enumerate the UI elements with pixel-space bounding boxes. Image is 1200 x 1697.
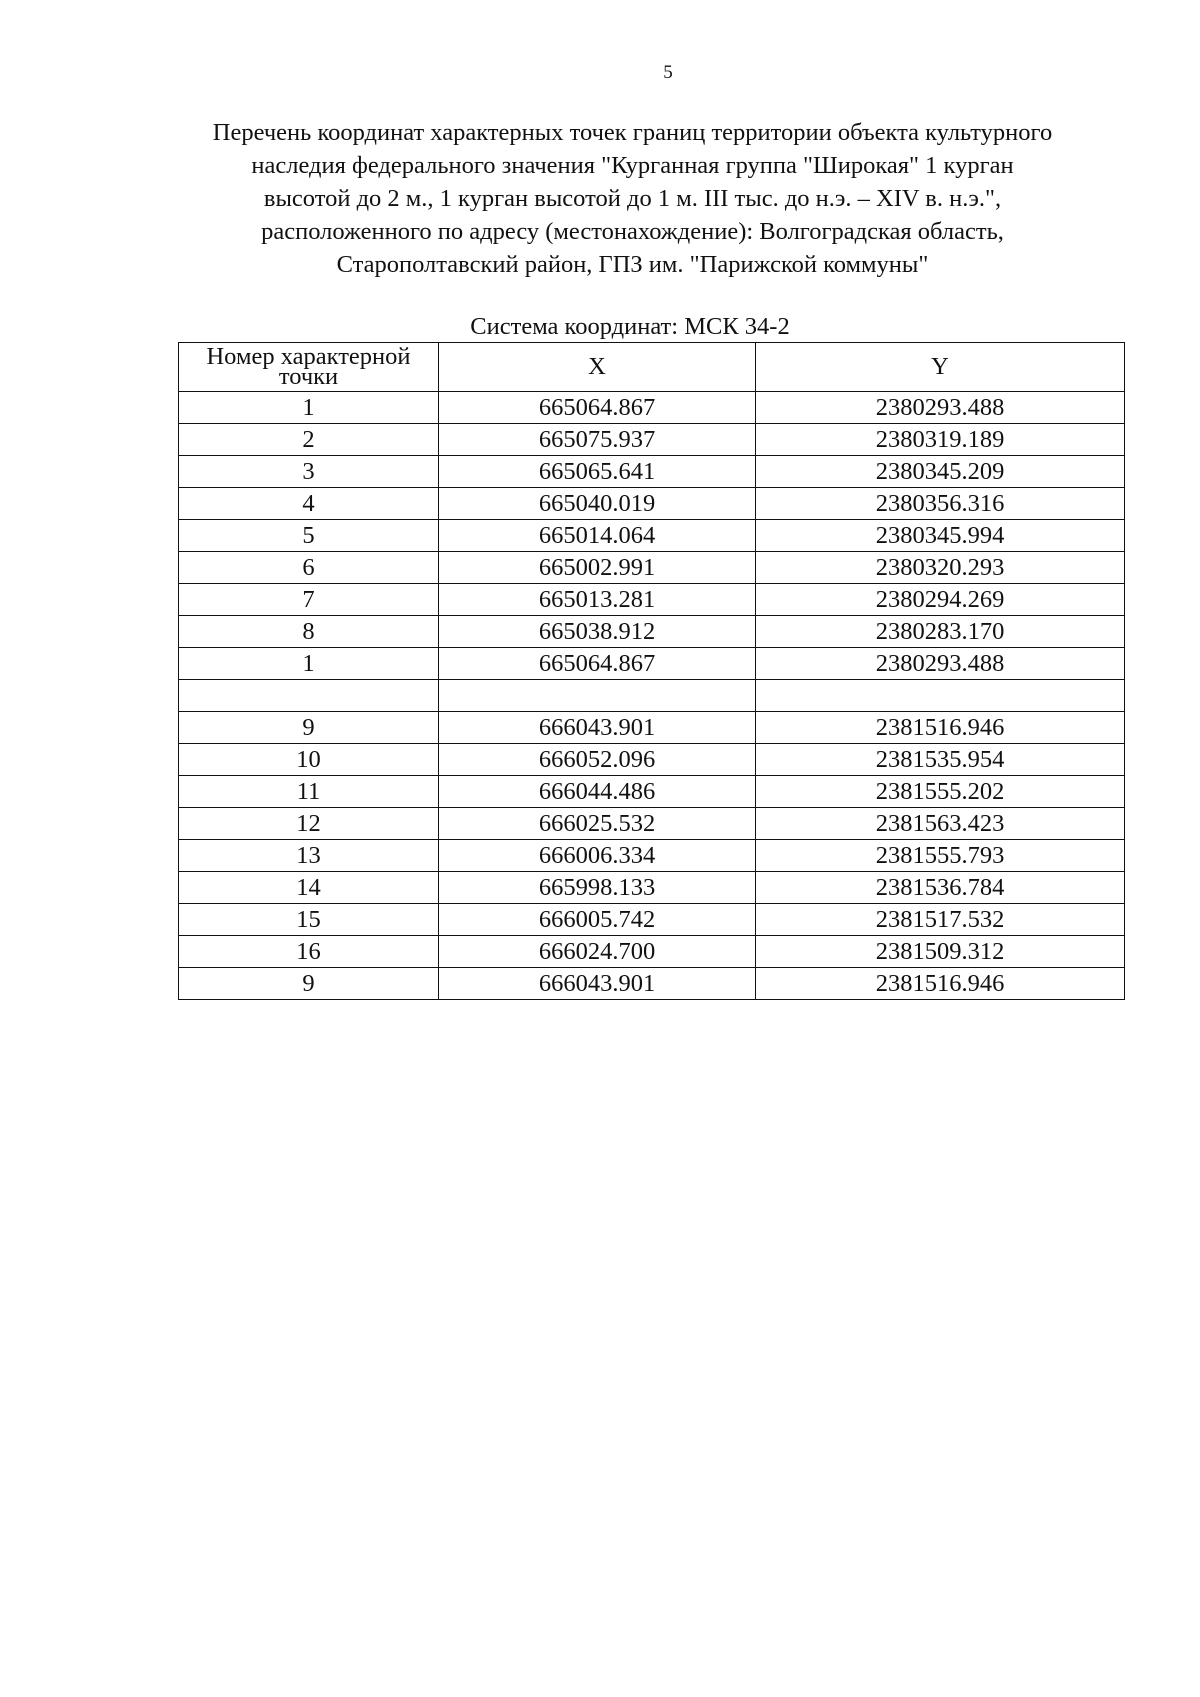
cell-y [756,680,1125,712]
table-row [179,968,1125,1000]
cell-y: 2381516.946 [756,712,1125,744]
header-x: X [439,343,756,392]
title-line: расположенного по адресу (местонахождение): Волгоградская область, [261,218,1004,245]
cell-y: 2380319.189 [756,424,1125,456]
cell-y: 2380294.269 [756,584,1125,616]
table-row [179,872,1125,904]
table-row [179,680,1125,712]
header-y: Y [756,343,1125,392]
cell-x: 665075.937 [439,424,756,456]
cell-y: 2380283.170 [756,616,1125,648]
table-row [179,616,1125,648]
cell-y: 2380345.994 [756,520,1125,552]
cell-y: 2380293.488 [756,648,1125,680]
cell-point-number: 10 [179,744,439,776]
cell-point-number: 9 [179,968,439,1000]
cell-x: 666052.096 [439,744,756,776]
table-row [179,424,1125,456]
table-row [179,776,1125,808]
header-point-number: Номер характерной точки [179,343,439,392]
cell-x: 665038.912 [439,616,756,648]
table-row [179,904,1125,936]
table-row [179,936,1125,968]
cell-x: 665014.064 [439,520,756,552]
cell-point-number [179,680,439,712]
table-row [179,488,1125,520]
table-row [179,520,1125,552]
cell-point-number: 9 [179,712,439,744]
table-row [179,552,1125,584]
cell-x [439,680,756,712]
cell-y: 2381555.793 [756,840,1125,872]
cell-point-number: 7 [179,584,439,616]
cell-point-number: 1 [179,392,439,424]
cell-x: 665998.133 [439,872,756,904]
coordinates-table [178,342,1125,1000]
cell-point-number: 4 [179,488,439,520]
table-row [179,584,1125,616]
table-row [179,744,1125,776]
cell-y: 2381509.312 [756,936,1125,968]
cell-point-number: 11 [179,776,439,808]
table-row [179,392,1125,424]
table-header-row [179,343,1125,392]
cell-x: 665002.991 [439,552,756,584]
table-row [179,648,1125,680]
cell-point-number: 3 [179,456,439,488]
cell-x: 666044.486 [439,776,756,808]
cell-x: 666043.901 [439,712,756,744]
cell-x: 666025.532 [439,808,756,840]
title-line: наследия федерального значения "Курганная группа "Широкая" 1 курган [251,152,1014,179]
cell-x: 665040.019 [439,488,756,520]
coordinate-system-caption: Система координат: МСК 34-2 [470,313,790,340]
cell-y: 2380356.316 [756,488,1125,520]
title-line: Старополтавский район, ГПЗ им. "Парижской коммуны" [336,251,929,278]
cell-point-number: 1 [179,648,439,680]
title-line: высотой до 2 м., 1 курган высотой до 1 м. III тыс. до н.э. – XIV в. н.э.", [263,185,1002,212]
cell-y: 2380345.209 [756,456,1125,488]
table-row [179,712,1125,744]
cell-point-number: 6 [179,552,439,584]
table-row [179,808,1125,840]
cell-point-number: 16 [179,936,439,968]
title-line: Перечень координат характерных точек границ территории объекта культурного [212,119,1053,146]
cell-y: 2381563.423 [756,808,1125,840]
cell-point-number: 5 [179,520,439,552]
cell-y: 2381517.532 [756,904,1125,936]
table-row [179,840,1125,872]
cell-y: 2381555.202 [756,776,1125,808]
cell-point-number: 13 [179,840,439,872]
cell-x: 665065.641 [439,456,756,488]
cell-x: 665064.867 [439,648,756,680]
cell-point-number: 12 [179,808,439,840]
cell-y: 2380293.488 [756,392,1125,424]
page-number: 5 [663,62,673,83]
cell-x: 666005.742 [439,904,756,936]
cell-x: 665013.281 [439,584,756,616]
cell-x: 666006.334 [439,840,756,872]
table-row [179,456,1125,488]
cell-point-number: 14 [179,872,439,904]
cell-point-number: 8 [179,616,439,648]
cell-y: 2381536.784 [756,872,1125,904]
cell-y: 2380320.293 [756,552,1125,584]
cell-point-number: 15 [179,904,439,936]
document-title [170,116,1095,281]
cell-y: 2381535.954 [756,744,1125,776]
cell-x: 666024.700 [439,936,756,968]
cell-point-number: 2 [179,424,439,456]
cell-y: 2381516.946 [756,968,1125,1000]
cell-x: 666043.901 [439,968,756,1000]
table-body [179,392,1125,1000]
cell-x: 665064.867 [439,392,756,424]
